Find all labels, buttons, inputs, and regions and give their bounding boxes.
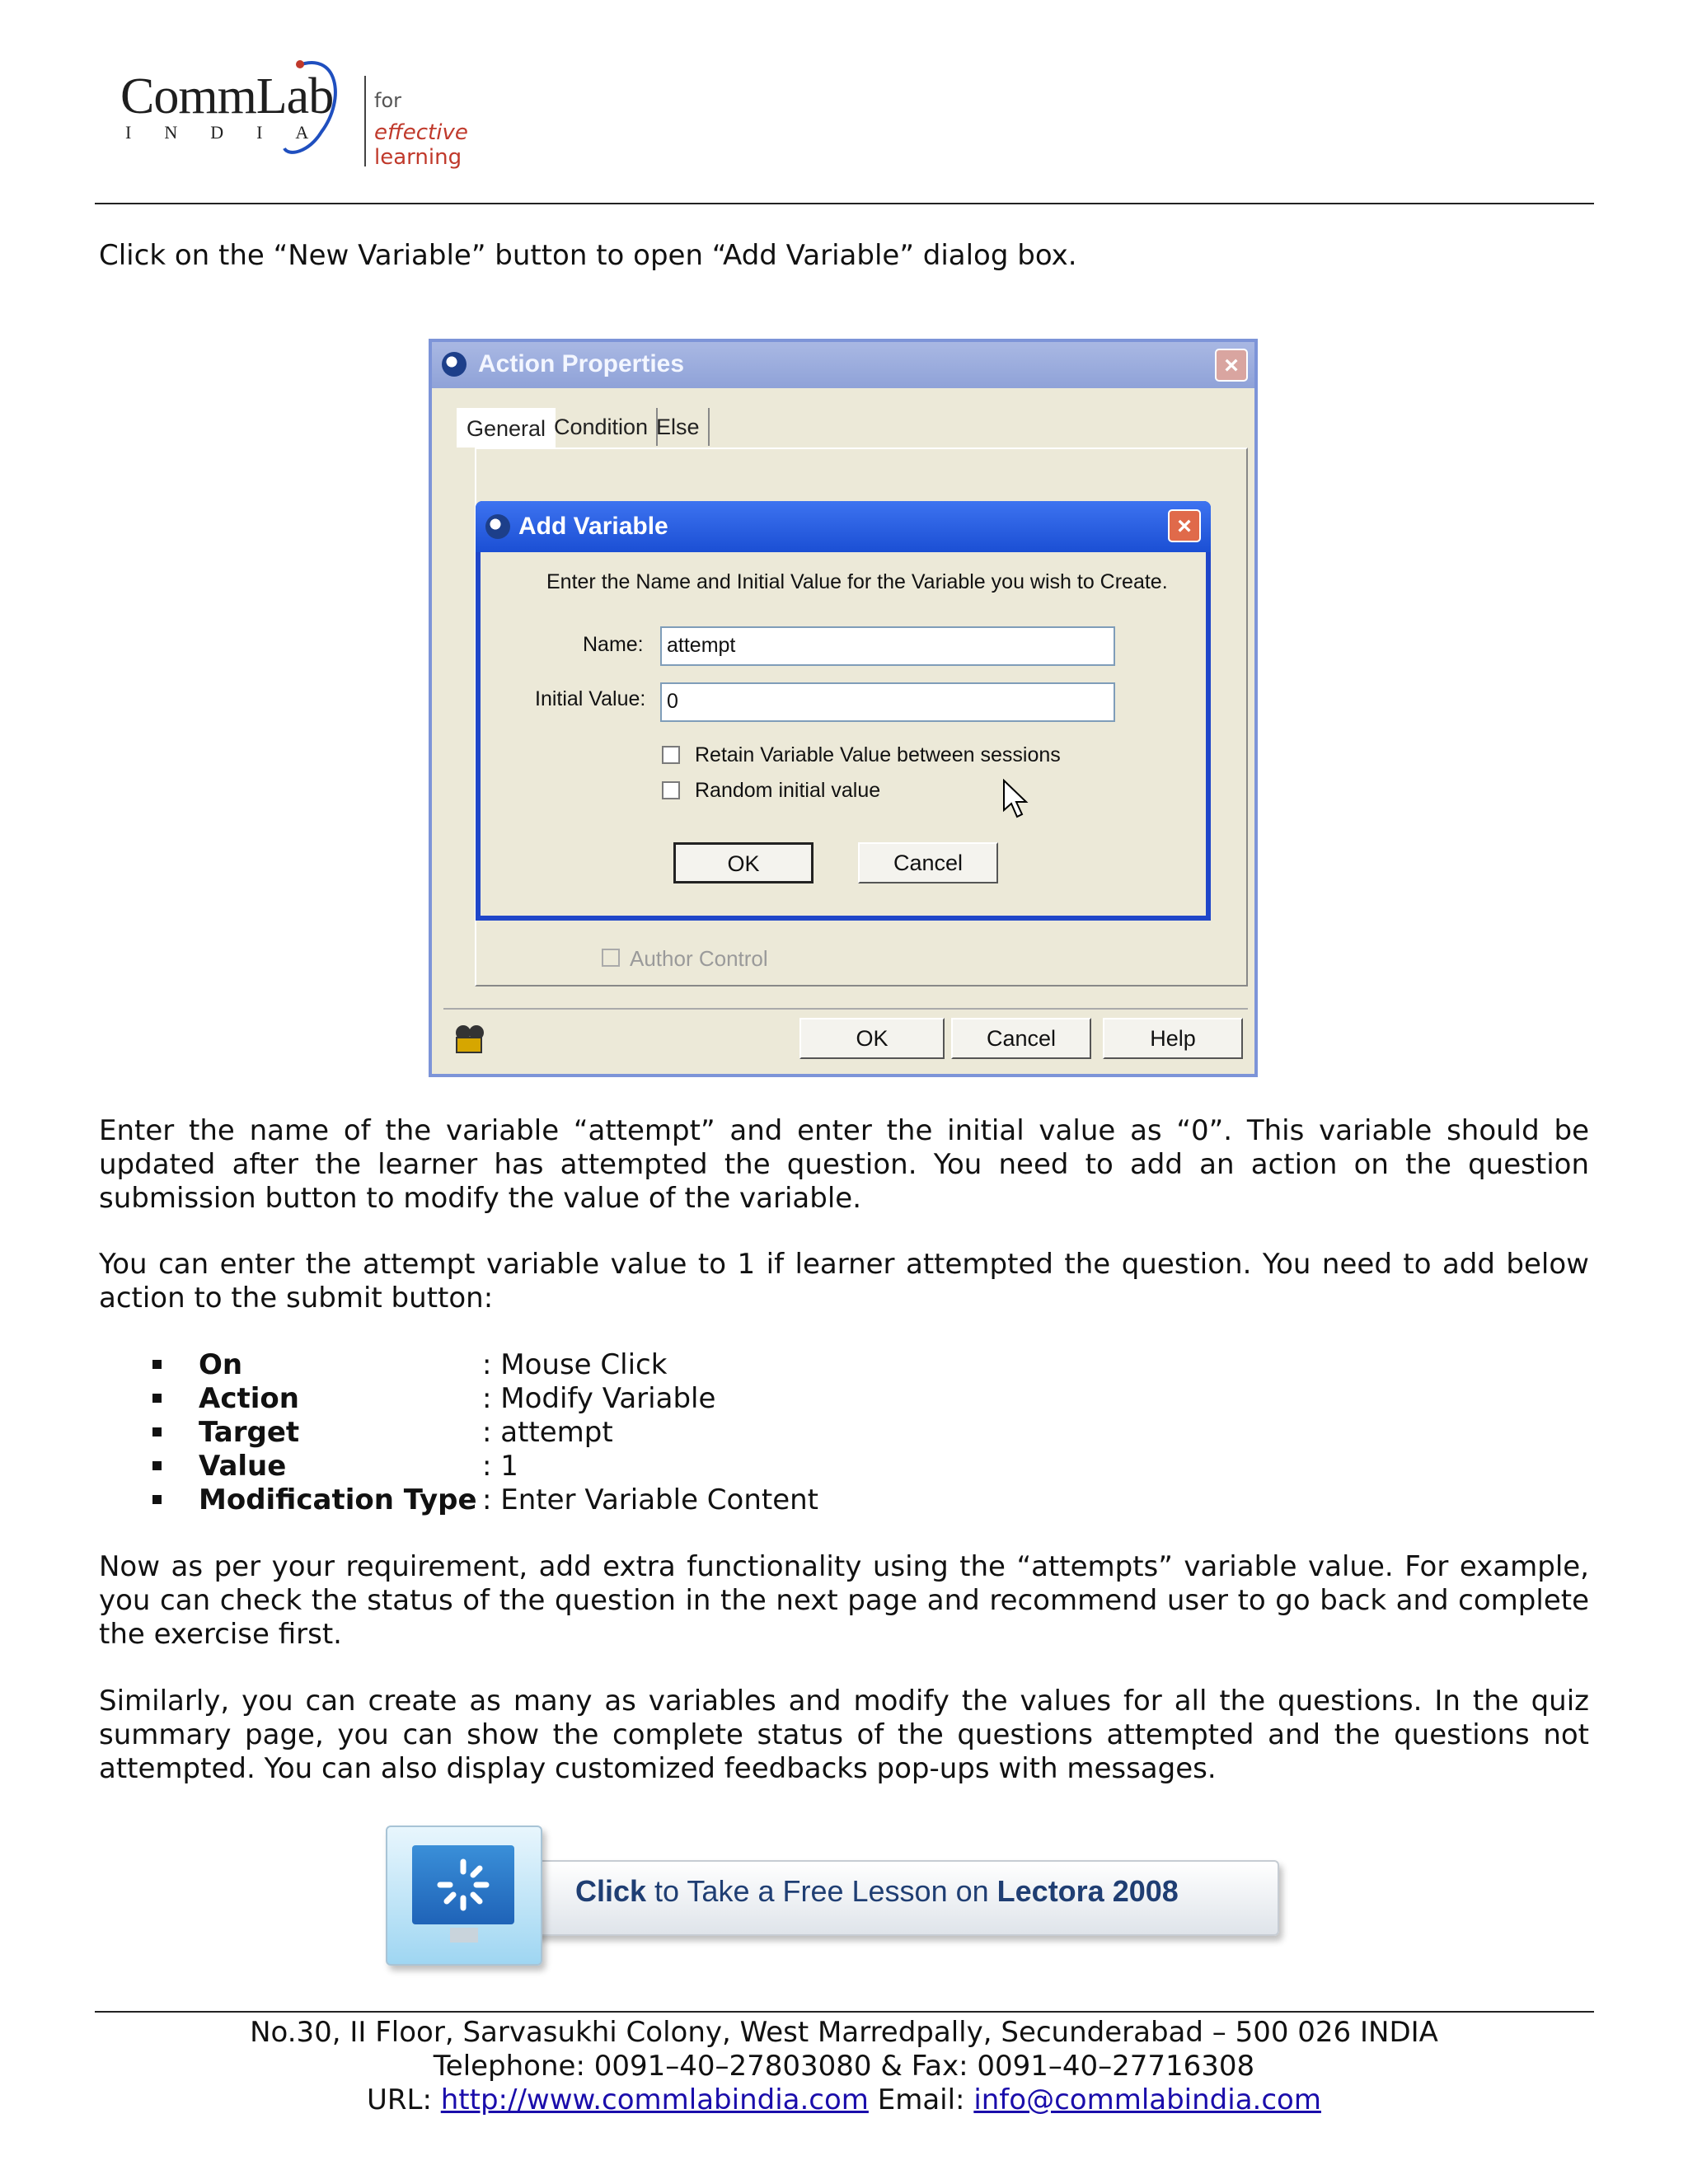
- add-variable-title: Add Variable: [518, 513, 668, 540]
- footer-rule: [95, 2011, 1594, 2013]
- list-key: Modification Type: [199, 1483, 477, 1516]
- add-variable-ok-button[interactable]: OK: [673, 842, 814, 883]
- action-properties-title: Action Properties: [478, 350, 685, 377]
- initial-value-label: Initial Value:: [535, 687, 646, 710]
- tab-condition[interactable]: Condition: [546, 408, 658, 446]
- list-key: On: [199, 1348, 243, 1381]
- app-icon: [485, 514, 510, 539]
- tab-else[interactable]: Else: [648, 408, 710, 446]
- footer-phone: Telephone: 0091–40–27803080 & Fax: 0091–40–27716308: [433, 2050, 1255, 2083]
- commlab-logo: [115, 25, 560, 173]
- banner-click: Click: [575, 1874, 647, 1908]
- logo-tagline: [374, 120, 560, 170]
- list-key: Target: [199, 1416, 300, 1449]
- banner-text: [575, 1874, 1179, 1909]
- loading-icon: [435, 1857, 491, 1913]
- paragraph-4: Similarly, you can create as many as variables and modify the values for all the questions. In the quiz summary page, you can show the complete status of the questions attempted and the questions not attempted. You can also display customized feedbacks pop-ups with messages.: [99, 1685, 1589, 1785]
- name-field[interactable]: attempt: [660, 626, 1115, 666]
- mouse-pointer-icon: [1002, 779, 1030, 820]
- add-variable-instruction: Enter the Name and Initial Value for the Variable you wish to Create.: [546, 570, 1168, 593]
- list-value: : Modify Variable: [482, 1382, 716, 1415]
- paragraph-2: You can enter the attempt variable value to 1 if learner attempted the question. You need to add below action to the submit button:: [99, 1248, 1589, 1315]
- name-label: Name:: [583, 633, 644, 656]
- bullet-icon: [152, 1427, 162, 1436]
- footer-contact: [0, 2083, 1688, 2117]
- add-variable-body: [481, 552, 1206, 916]
- email-label: Email:: [868, 2083, 974, 2116]
- monitor-icon: [386, 1825, 542, 1966]
- footer-address: No.30, II Floor, Sarvasukhi Colony, West Marredpally, Secunderabad – 500 026 INDIA: [250, 2016, 1438, 2049]
- website-link[interactable]: http://www.commlabindia.com: [440, 2083, 869, 2116]
- logo-for: for: [374, 89, 401, 112]
- logo-name: CommLab: [120, 68, 334, 124]
- free-lesson-banner[interactable]: [386, 1825, 1309, 1970]
- bullet-icon: [152, 1360, 162, 1369]
- random-value-checkbox[interactable]: [662, 781, 680, 799]
- random-value-label: Random initial value: [695, 779, 881, 802]
- paragraph-1: Enter the name of the variable “attempt” and enter the initial value as “0”. This variable should be updated after the learner has attempted the question. You need to add an action on the question submission button to modify the value of the variable.: [99, 1114, 1589, 1215]
- action-properties-titlebar: [432, 342, 1254, 388]
- url-label: URL:: [367, 2083, 441, 2116]
- paragraph-3: Now as per your requirement, add extra functionality using the “attempts” variable value. For example, you can check the status of the question in the next page and recommend user to go back and complete the exercise first.: [99, 1550, 1589, 1651]
- email-link[interactable]: info@commlabindia.com: [973, 2083, 1321, 2116]
- list-value: : Mouse Click: [482, 1348, 668, 1381]
- add-variable-cancel-button[interactable]: Cancel: [858, 842, 998, 883]
- bullet-icon: [152, 1394, 162, 1403]
- app-icon: [442, 352, 467, 377]
- list-key: Value: [199, 1450, 287, 1483]
- logo-divider: [364, 76, 366, 166]
- camera-icon[interactable]: [452, 1023, 488, 1056]
- list-value: : 1: [482, 1450, 518, 1483]
- retain-value-checkbox[interactable]: [662, 746, 680, 764]
- add-variable-titlebar: [476, 501, 1211, 552]
- close-icon[interactable]: ×: [1215, 349, 1248, 382]
- retain-value-label: Retain Variable Value between sessions: [695, 743, 1061, 766]
- logo-tagline-learning: learning: [374, 145, 462, 170]
- author-control-label: Author Control: [630, 946, 768, 971]
- action-ok-button[interactable]: OK: [799, 1018, 945, 1059]
- initial-value-field[interactable]: 0: [660, 682, 1115, 722]
- author-control-checkbox[interactable]: [602, 949, 620, 967]
- action-properties-window: [429, 339, 1258, 1077]
- banner-on: on: [955, 1874, 989, 1908]
- intro-paragraph: Click on the “New Variable” button to open “Add Variable” dialog box.: [99, 239, 1077, 272]
- list-value: : attempt: [482, 1416, 613, 1449]
- bullet-icon: [152, 1461, 162, 1470]
- logo-tagline-effective: effective: [374, 120, 468, 145]
- list-value: : Enter Variable Content: [482, 1483, 819, 1516]
- tab-general[interactable]: General: [457, 408, 556, 448]
- action-help-button[interactable]: Help: [1103, 1018, 1243, 1059]
- banner-product: Lectora 2008: [988, 1874, 1179, 1908]
- bullet-icon: [152, 1495, 162, 1504]
- list-key: Action: [199, 1382, 299, 1415]
- add-variable-dialog: [476, 501, 1211, 921]
- logo-country: INDIA: [125, 122, 342, 143]
- close-icon[interactable]: ×: [1168, 509, 1201, 542]
- header-rule: [95, 203, 1594, 204]
- action-cancel-button[interactable]: Cancel: [951, 1018, 1091, 1059]
- banner-mid: to Take a Free Lesson: [646, 1874, 956, 1908]
